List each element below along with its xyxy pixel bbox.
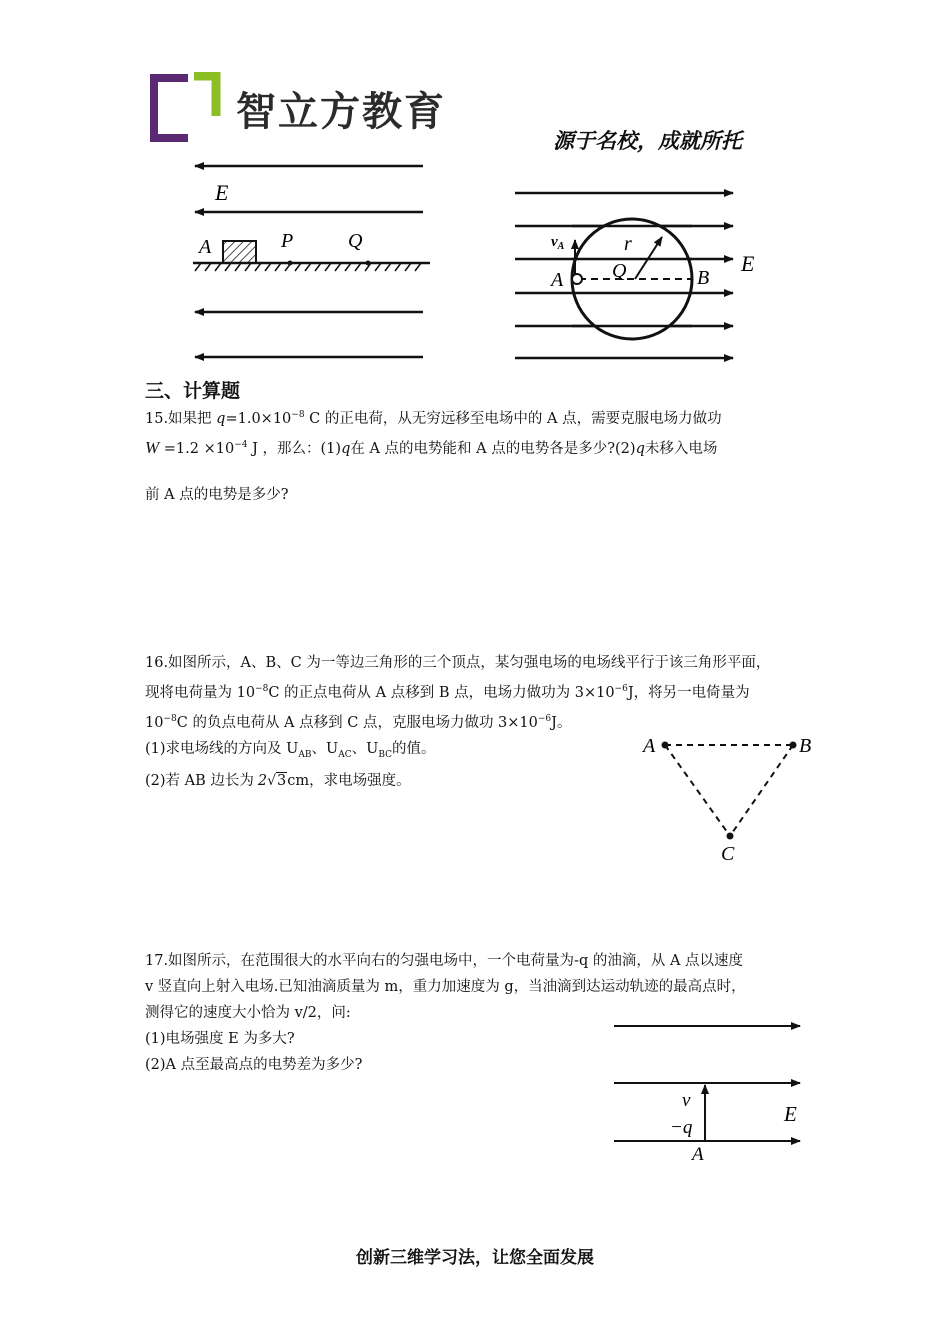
label-charge: −q	[670, 1117, 693, 1138]
q17-line-1: 17.如图所示，在范围很大的水平向右的匀强电场中，一个电荷量为-q 的油滴，从 A 点以速度	[145, 953, 744, 969]
q16-line-3: $10^{-8}C$ 的负点电荷从 A 点移到 C 点，克服电场力做功 $3\times 10^{-6}J$。	[145, 713, 572, 731]
section-title: 三、计算题	[145, 380, 241, 402]
label-e: E	[784, 1102, 797, 1126]
figure-2-circle-in-field	[505, 178, 775, 368]
q16-line-1: 16.如图所示，A、B、C 为一等边三角形的三个顶点，某匀强电场的电场线平行于该三角形平面，	[145, 655, 771, 671]
q17-line-5: (2)A 点至最高点的电势差为多少?	[145, 1057, 363, 1073]
figure-3-triangle	[638, 728, 828, 868]
label-v: v	[682, 1090, 691, 1111]
edge-bc	[730, 745, 793, 836]
point-p	[288, 261, 293, 266]
brand-logo-icon	[148, 72, 222, 144]
q17-line-3: 测得它的速度大小恰为 v/2，问:	[145, 1005, 351, 1021]
figure-1-field-block	[185, 155, 440, 370]
label-a: A	[199, 236, 212, 258]
brand-name: 智立方教育	[236, 89, 446, 135]
field-label: E	[215, 180, 229, 205]
q15-line-1: 15.如果把 $q=1.0\times 10^{-8}$ C 的正电荷，从无穷远移至电场中的 A 点，需要克服电场力做功	[145, 410, 722, 427]
label-a: A	[643, 735, 656, 757]
label-a: A	[551, 269, 564, 291]
label-p: P	[281, 230, 294, 252]
label-r: r	[624, 233, 632, 255]
point-a	[572, 274, 582, 284]
q16-line-4: (1)求电场线的方向及 $U_{AB}$、$U_{AC}$、$U_{BC}$的值。	[145, 740, 436, 760]
q15-line-3: 前 A 点的电势是多少?	[145, 486, 289, 503]
footer-text: 创新三维学习法，让您全面发展	[356, 1248, 594, 1268]
figure-4-oil-drop	[608, 1015, 808, 1165]
question-15	[145, 402, 835, 508]
q16-line-2: 现将电荷量为 $10^{-8}C$ 的正点电荷从 A 点移到 B 点，电场力做功为 $3\times 10^{-6}J$，将另一电倚量为	[145, 684, 750, 701]
q16-line-5: (2)若 AB 边长为 2√3cm，求电场强度。	[145, 772, 411, 789]
label-q: Q	[348, 230, 363, 252]
label-c: C	[721, 843, 735, 865]
slogan: 源于名校，成就所托	[553, 128, 742, 153]
label-b: B	[799, 735, 812, 757]
label-q: Q	[612, 260, 627, 282]
q15-line-2: $W =1.2 \times 10^{-4}$ J ，那么：(1)q在 A 点的电势能和 A 点的电势各是多少?(2)q未移入电场	[145, 437, 718, 457]
label-e: E	[741, 251, 755, 276]
label-b: B	[697, 267, 710, 289]
velocity-label: $v_A$	[551, 234, 565, 252]
edge-ac	[665, 745, 730, 836]
point-q	[366, 261, 371, 266]
block	[223, 241, 256, 263]
vertex-c	[727, 833, 734, 840]
vertex-a	[662, 742, 669, 749]
q17-line-2: v 竖直向上射入电场.已知油滴质量为 m，重力加速度为 g，当油滴到达运动轨迹的最高点时，	[145, 979, 746, 995]
label-a: A	[692, 1144, 704, 1165]
q17-line-4: (1)电场强度 E 为多大?	[145, 1031, 295, 1047]
vertex-b	[790, 742, 797, 749]
